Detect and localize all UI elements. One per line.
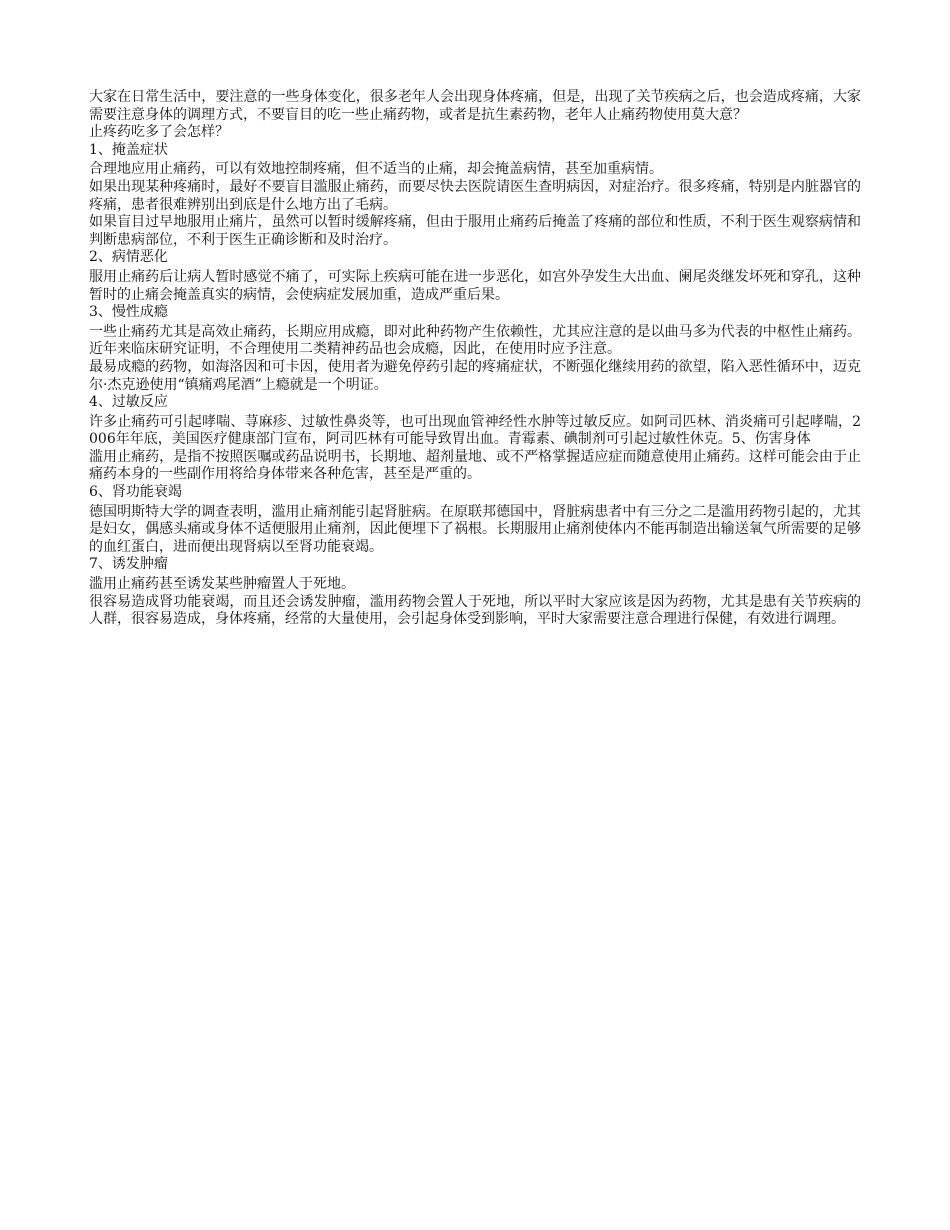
section-7-paragraph-1: 滥用止痛药甚至诱发某些肿瘤置人于死地。 [89, 576, 355, 593]
section-heading-3: 3、慢性成瘾 [89, 304, 168, 321]
section-5-paragraph-1: 滥用止痛药，是指不按照医嘱或药品说明书，长期地、超剂量地、或不严格掌握适应症而随意使用止痛药。这样可能会由于止痛药本身的一些副作用将给身体带来各种危害，甚至是严重的。 [89, 448, 861, 483]
section-heading-4: 4、过敏反应 [89, 394, 168, 411]
section-3-paragraph-1: 一些止痛药尤其是高效止痛药，长期应用成瘾，即对此种药物产生依赖性，尤其应注意的是以曲马多为代表的中枢性止痛药。近年来临床研究证明，不合理使用二类精神药品也会成瘾，因此，在使用时应予注意。 [89, 323, 861, 358]
section-heading-1: 1、掩盖症状 [89, 141, 168, 158]
section-6-paragraph-1: 德国明斯特大学的调查表明，滥用止痛剂能引起肾脏病。在原联邦德国中，肾脏病患者中有三分之二是滥用药物引起的，尤其是妇女，偶感头痛或身体不适便服用止痛剂，因此便埋下了祸根。长期服用止痛剂使体内不能再制造出输送氧气所需要的足够的血红蛋白，进而便出现肾病以至肾功能衰竭。 [89, 503, 861, 555]
section-2-paragraph-1: 服用止痛药后让病人暂时感觉不痛了，可实际上疾病可能在进一步恶化，如宫外孕发生大出血、阑尾炎继发坏死和穿孔，这种暂时的止痛会掩盖真实的病情，会使病症发展加重，造成严重后果。 [89, 268, 861, 303]
conclusion-paragraph: 很容易造成肾功能衰竭，而且还会诱发肿瘤，滥用药物会置人于死地，所以平时大家应该是因为药物，尤其是患有关节疾病的人群，很容易造成，身体疼痛，经常的大量使用，会引起身体受到影响，平时大家需要注意合理进行保健，有效进行调理。 [89, 593, 861, 628]
article-body [89, 89, 861, 629]
section-4-paragraph-1: 许多止痛药可引起哮喘、荨麻疹、过敏性鼻炎等，也可出现血管神经性水肿等过敏反应。如阿司匹林、消炎痛可引起哮喘，2006年年底，美国医疗健康部门宣布，阿司匹林有可能导致胃出血。青霉素、碘制剂可引起过敏性休克。5、伤害身体 [89, 413, 861, 448]
section-heading-6: 6、肾功能衰竭 [89, 484, 182, 501]
section-3-paragraph-2: 最易成瘾的药物，如海洛因和可卡因，使用者为避免停药引起的疼痛症状，不断强化继续用药的欲望，陷入恶性循环中，迈克尔·杰克逊使用“镇痛鸡尾酒”上瘾就是一个明证。 [89, 358, 861, 393]
section-1-paragraph-2: 如果出现某种疼痛时，最好不要盲目滥服止痛药，而要尽快去医院请医生查明病因，对症治疗。很多疼痛，特别是内脏器官的疼痛，患者很难辨别出到底是什么地方出了毛病。 [89, 178, 861, 213]
section-heading-7: 7、诱发肿瘤 [89, 556, 168, 573]
intro-paragraph: 大家在日常生活中，要注意的一些身体变化，很多老年人会出现身体疼痛，但是，出现了关节疾病之后，也会造成疼痛，大家需要注意身体的调理方式，不要盲目的吃一些止痛药物，或者是抗生素药物，老年人止痛药物使用莫大意？ [89, 89, 861, 123]
section-1-paragraph-3: 如果盲目过早地服用止痛片，虽然可以暂时缓解疼痛，但由于服用止痛药后掩盖了疼痛的部位和性质，不利于医生观察病情和判断患病部位，不利于医生正确诊断和及时治疗。 [89, 214, 861, 248]
question-line: 止疼药吃多了会怎样？ [89, 124, 229, 141]
section-heading-2: 2、病情恶化 [89, 249, 168, 266]
section-1-paragraph-1: 合理地应用止痛药，可以有效地控制疼痛，但不适当的止痛，却会掩盖病情，甚至加重病情。 [89, 161, 663, 178]
